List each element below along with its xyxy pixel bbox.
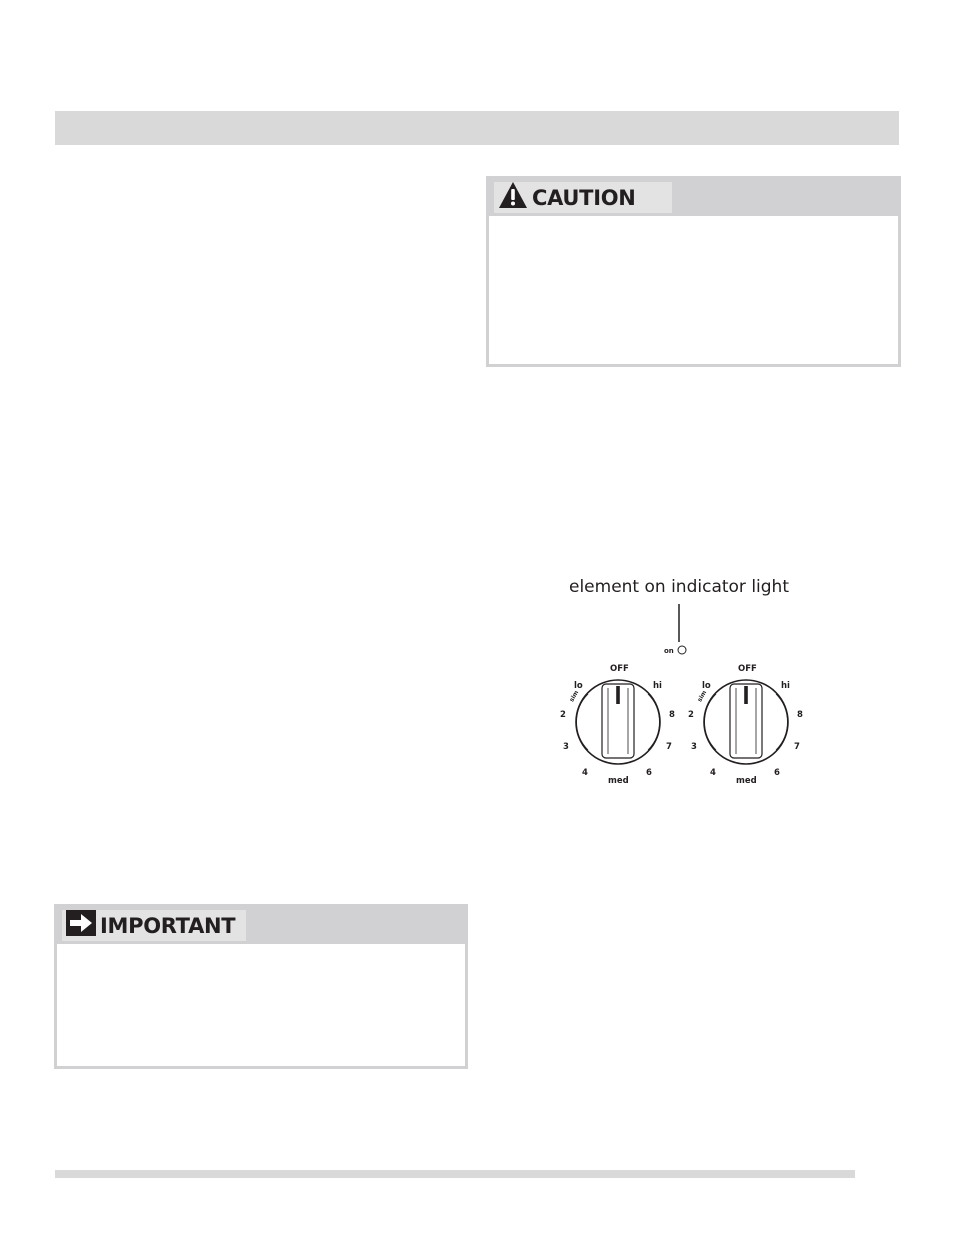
caution-notice [486,176,901,367]
left-knob-6: 6 [646,768,652,778]
indicator-label: on [664,647,674,655]
right-knob-3: 3 [691,742,697,752]
important-label: IMPORTANT [100,913,236,938]
left-knob-8: 8 [669,710,675,720]
important-notice [54,904,468,1069]
left-knob-pointer [616,686,620,704]
figure-caption: element on indicator light [569,577,789,597]
caution-header [489,179,898,216]
right-knob-6: 6 [774,768,780,778]
left-knob-sim: sim [568,689,581,704]
left-knob-3: 3 [563,742,569,752]
right-knob-2: 2 [688,710,694,720]
right-knob [704,680,788,764]
left-knob-4: 4 [582,768,588,778]
caution-label: CAUTION [532,185,636,210]
control-knobs-figure [540,600,830,800]
left-knob [576,680,660,764]
left-knob-lo: lo [574,681,583,691]
right-knob-7: 7 [794,742,800,752]
left-knob-hi: hi [653,681,662,691]
right-knob-sim: sim [696,689,709,704]
right-knob-lo: lo [702,681,711,691]
left-knob-2: 2 [560,710,566,720]
right-knob-8: 8 [797,710,803,720]
footer-bar [55,1170,855,1178]
right-knob-4: 4 [710,768,716,778]
important-tab [62,910,246,941]
right-knob-med: med [736,776,757,786]
caution-tab [494,182,672,213]
right-knob-off: OFF [738,664,757,674]
right-knob-hi: hi [781,681,790,691]
left-knob-off: OFF [610,664,629,674]
arrow-right-icon [66,910,96,941]
right-knob-pointer [744,686,748,704]
indicator-light-icon [678,646,686,654]
left-knob-7: 7 [666,742,672,752]
section-header-bar [55,111,899,145]
warning-triangle-icon [498,181,528,214]
important-header [57,907,465,944]
left-knob-med: med [608,776,629,786]
